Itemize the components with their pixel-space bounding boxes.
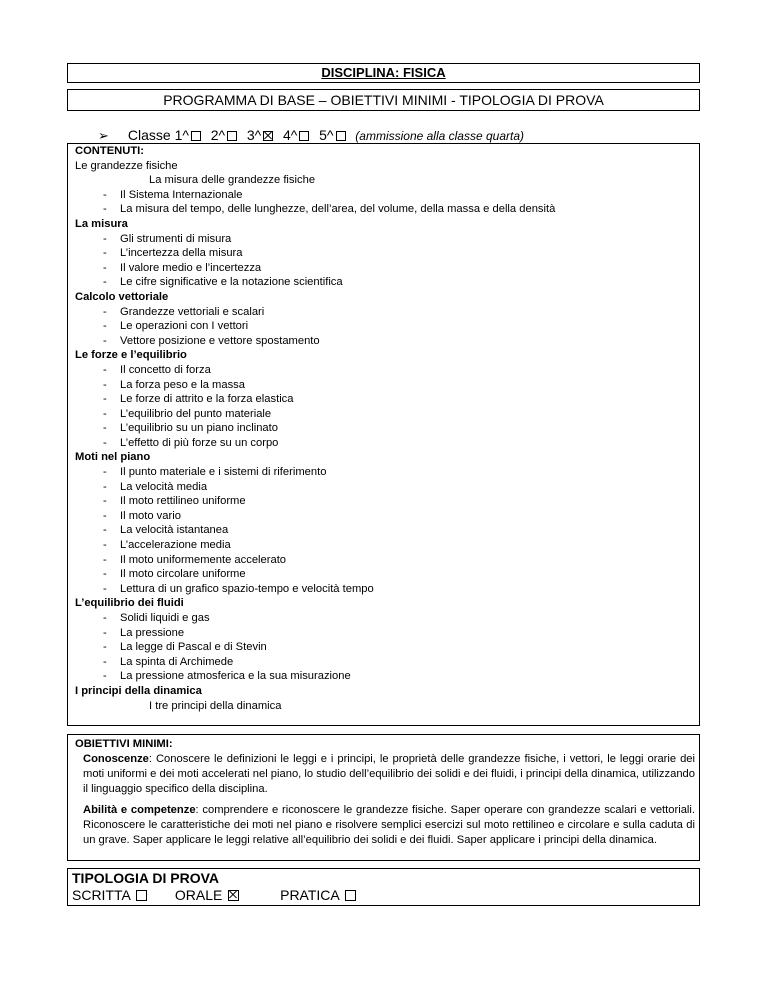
checkbox-icon[interactable] bbox=[191, 131, 201, 141]
dash-bullet: - bbox=[103, 509, 107, 522]
tipologia-heading: TIPOLOGIA DI PROVA bbox=[72, 870, 220, 886]
dash-bullet: - bbox=[103, 305, 107, 318]
list-item-text: Le forze di attrito e la forza elastica bbox=[120, 393, 294, 406]
list-item bbox=[75, 640, 555, 655]
dash-bullet: - bbox=[103, 495, 107, 508]
abilita-label: Abilità e competenze bbox=[83, 804, 196, 816]
list-item-text: L’equilibrio su un piano inclinato bbox=[120, 422, 278, 435]
classe-selector bbox=[98, 127, 524, 144]
list-item bbox=[75, 538, 555, 553]
list-item-text: Moti nel piano bbox=[75, 451, 151, 464]
dash-bullet: - bbox=[103, 334, 107, 347]
list-item-text: Solidi liquidi e gas bbox=[120, 612, 210, 624]
contenuti-list bbox=[75, 144, 555, 713]
dash-bullet: - bbox=[103, 466, 107, 479]
list-item-text: Lettura di un grafico spazio-tempo e velocità tempo bbox=[120, 582, 374, 595]
dash-bullet: - bbox=[103, 655, 107, 668]
list-item-text: Calcolo vettoriale bbox=[75, 290, 169, 303]
disciplina-title: DISCIPLINA: FISICA bbox=[321, 65, 446, 80]
classe-option-1[interactable]: 1^ bbox=[175, 127, 203, 143]
list-item-text: Le cifre significative e la notazione scientifica bbox=[120, 276, 343, 289]
section-heading bbox=[75, 217, 555, 232]
list-item bbox=[75, 159, 555, 174]
list-item bbox=[75, 669, 555, 684]
abilita-text: : comprendere e riconoscere le grandezze fisiche. Saper operare con grandezze scalari e vettoriali. Riconoscere le caratteristiche dei moti nel piano e risolvere semplici esercizi sul moto rettilineo e circolare e sulla caduta di un grave. Saper applicare le leggi relative all’equilibrio dei solidi e dei fluidi. Saper applicare i principi della dinamica. bbox=[83, 804, 695, 846]
dash-bullet: - bbox=[103, 582, 107, 595]
checkbox-icon[interactable] bbox=[299, 131, 309, 141]
dash-bullet: - bbox=[103, 422, 107, 435]
checked-checkbox-icon[interactable] bbox=[263, 131, 273, 141]
checkbox-icon[interactable] bbox=[136, 890, 147, 901]
dash-bullet: - bbox=[103, 363, 107, 376]
list-item bbox=[75, 363, 555, 378]
list-item-text: L’effetto di più forze su un corpo bbox=[120, 436, 279, 449]
classe-option-4[interactable]: 4^ bbox=[283, 127, 311, 143]
list-item bbox=[75, 494, 555, 509]
list-item-text: I principi della dinamica bbox=[75, 684, 202, 697]
list-item-text: Vettore posizione e vettore spostamento bbox=[120, 334, 320, 347]
list-item-text: L’equilibrio del punto materiale bbox=[120, 407, 272, 420]
list-item bbox=[75, 173, 555, 188]
dash-bullet: - bbox=[103, 320, 107, 333]
dash-bullet: - bbox=[103, 232, 107, 245]
list-item-text: La forza peso e la massa bbox=[120, 378, 245, 391]
list-item-text: Il punto materiale e i sistemi di riferimento bbox=[120, 466, 327, 479]
section-heading bbox=[75, 596, 555, 611]
checked-checkbox-icon[interactable] bbox=[228, 890, 239, 901]
list-item-text: La misura del tempo, delle lunghezze, dell’area, del volume, della massa e della densità bbox=[120, 203, 556, 216]
list-item bbox=[75, 567, 555, 582]
arrow-bullet-icon: ➢ bbox=[98, 128, 109, 143]
disciplina-header bbox=[67, 63, 700, 83]
classe-option-2[interactable]: 2^ bbox=[211, 127, 239, 143]
list-item bbox=[75, 305, 555, 320]
dash-bullet: - bbox=[103, 539, 107, 552]
section-heading bbox=[75, 348, 555, 363]
dash-bullet: - bbox=[103, 480, 107, 493]
list-item-text: La legge di Pascal e di Stevin bbox=[120, 641, 267, 654]
list-item-text: La misura bbox=[75, 217, 128, 230]
list-item bbox=[75, 232, 555, 247]
dash-bullet: - bbox=[103, 670, 107, 683]
list-item bbox=[75, 582, 555, 597]
conoscenze-text: : Conoscere le definizioni le leggi e i principi, le proprietà delle grandezze fisiche, i vettori, le leggi orarie dei moti uniformi e dei moti accelerati nel piano, lo studio dell’equilibrio dei solidi e dei fluidi, i principi della dinamica, utilizzando il linguaggio specifico della disciplina. bbox=[83, 753, 695, 795]
list-item-text: Il concetto di forza bbox=[120, 363, 211, 376]
obiettivi-content bbox=[75, 737, 695, 848]
dash-bullet: - bbox=[103, 553, 107, 566]
list-item-text: L’incertezza della misura bbox=[120, 247, 243, 260]
list-item bbox=[75, 378, 555, 393]
dash-bullet: - bbox=[103, 393, 107, 406]
list-item-text: Le grandezze fisiche bbox=[75, 159, 178, 172]
list-item bbox=[75, 407, 555, 422]
list-item-text: Le forze e l’equilibrio bbox=[75, 349, 187, 362]
list-item bbox=[75, 392, 555, 407]
dash-bullet: - bbox=[103, 524, 107, 537]
programma-header bbox=[67, 89, 700, 111]
conoscenze-label: Conoscenze bbox=[83, 753, 149, 765]
section-heading bbox=[75, 290, 555, 305]
obiettivi-heading: OBIETTIVI MINIMI: bbox=[75, 738, 173, 750]
list-item bbox=[75, 202, 555, 217]
section-heading bbox=[75, 450, 555, 465]
list-item-text: Gli strumenti di misura bbox=[120, 232, 232, 245]
list-item-text: Il valore medio e l’incertezza bbox=[120, 261, 262, 274]
list-item-text: Le operazioni con I vettori bbox=[120, 320, 249, 333]
list-item bbox=[75, 480, 555, 495]
list-item-text: La spinta di Archimede bbox=[120, 655, 234, 668]
list-item bbox=[75, 611, 555, 626]
checkbox-icon[interactable] bbox=[345, 890, 356, 901]
dash-bullet: - bbox=[103, 247, 107, 260]
list-item-text: Il moto rettilineo uniforme bbox=[120, 495, 246, 508]
list-item-text: La misura delle grandezze fisiche bbox=[149, 174, 316, 187]
section-heading bbox=[75, 684, 555, 699]
list-item bbox=[75, 699, 555, 714]
list-item bbox=[75, 553, 555, 568]
list-item bbox=[75, 436, 555, 451]
list-item bbox=[75, 509, 555, 524]
list-item-text: La pressione bbox=[120, 626, 185, 639]
abilita-paragraph bbox=[75, 803, 695, 848]
list-item-text: Il moto circolare uniforme bbox=[120, 568, 246, 581]
list-item-text: La pressione atmosferica e la sua misurazione bbox=[120, 670, 351, 683]
list-item bbox=[75, 655, 555, 670]
classe-note: (ammissione alla classe quarta) bbox=[355, 129, 525, 143]
tipologia-option-pratica[interactable]: PRATICA bbox=[280, 887, 358, 903]
list-item bbox=[75, 246, 555, 261]
checkbox-icon[interactable] bbox=[227, 131, 237, 141]
tipologia-options bbox=[72, 887, 358, 903]
tipologia-option-scritta[interactable]: SCRITTA bbox=[72, 887, 149, 903]
dash-bullet: - bbox=[103, 188, 107, 201]
dash-bullet: - bbox=[103, 568, 107, 581]
list-item bbox=[75, 523, 555, 538]
list-item-text: Il moto vario bbox=[120, 509, 181, 522]
tipologia-option-orale[interactable]: ORALE bbox=[175, 887, 241, 903]
dash-bullet: - bbox=[103, 407, 107, 420]
dash-bullet: - bbox=[103, 203, 107, 216]
dash-bullet: - bbox=[103, 612, 107, 624]
list-item-text: La velocità media bbox=[120, 480, 208, 493]
list-item bbox=[75, 261, 555, 276]
contenuti-heading: CONTENUTI: bbox=[75, 145, 144, 157]
list-item bbox=[75, 275, 555, 290]
classe-option-5[interactable]: 5^ bbox=[319, 127, 347, 143]
checkbox-icon[interactable] bbox=[336, 131, 346, 141]
list-item-text: L’equilibrio dei fluidi bbox=[75, 597, 184, 610]
conoscenze-paragraph bbox=[75, 752, 695, 797]
dash-bullet: - bbox=[103, 626, 107, 639]
list-item-text: Il moto uniformemente accelerato bbox=[120, 553, 287, 566]
list-item-text: La velocità istantanea bbox=[120, 524, 229, 537]
dash-bullet: - bbox=[103, 261, 107, 274]
programma-title: PROGRAMMA DI BASE – OBIETTIVI MINIMI - TIPOLOGIA DI PROVA bbox=[163, 92, 604, 108]
classe-option-3[interactable]: 3^ bbox=[247, 127, 275, 143]
list-item bbox=[75, 319, 555, 334]
list-item bbox=[75, 465, 555, 480]
classe-label: Classe bbox=[127, 127, 171, 143]
list-item-text: Il Sistema Internazionale bbox=[120, 188, 243, 201]
list-item bbox=[75, 188, 555, 203]
list-item bbox=[75, 626, 555, 641]
dash-bullet: - bbox=[103, 276, 107, 289]
dash-bullet: - bbox=[103, 641, 107, 654]
dash-bullet: - bbox=[103, 436, 107, 449]
list-item bbox=[75, 421, 555, 436]
list-item-text: L’accelerazione media bbox=[120, 539, 231, 552]
list-item bbox=[75, 334, 555, 349]
list-item-text: Grandezze vettoriali e scalari bbox=[120, 305, 265, 318]
dash-bullet: - bbox=[103, 378, 107, 391]
list-item-text: I tre principi della dinamica bbox=[149, 699, 282, 712]
